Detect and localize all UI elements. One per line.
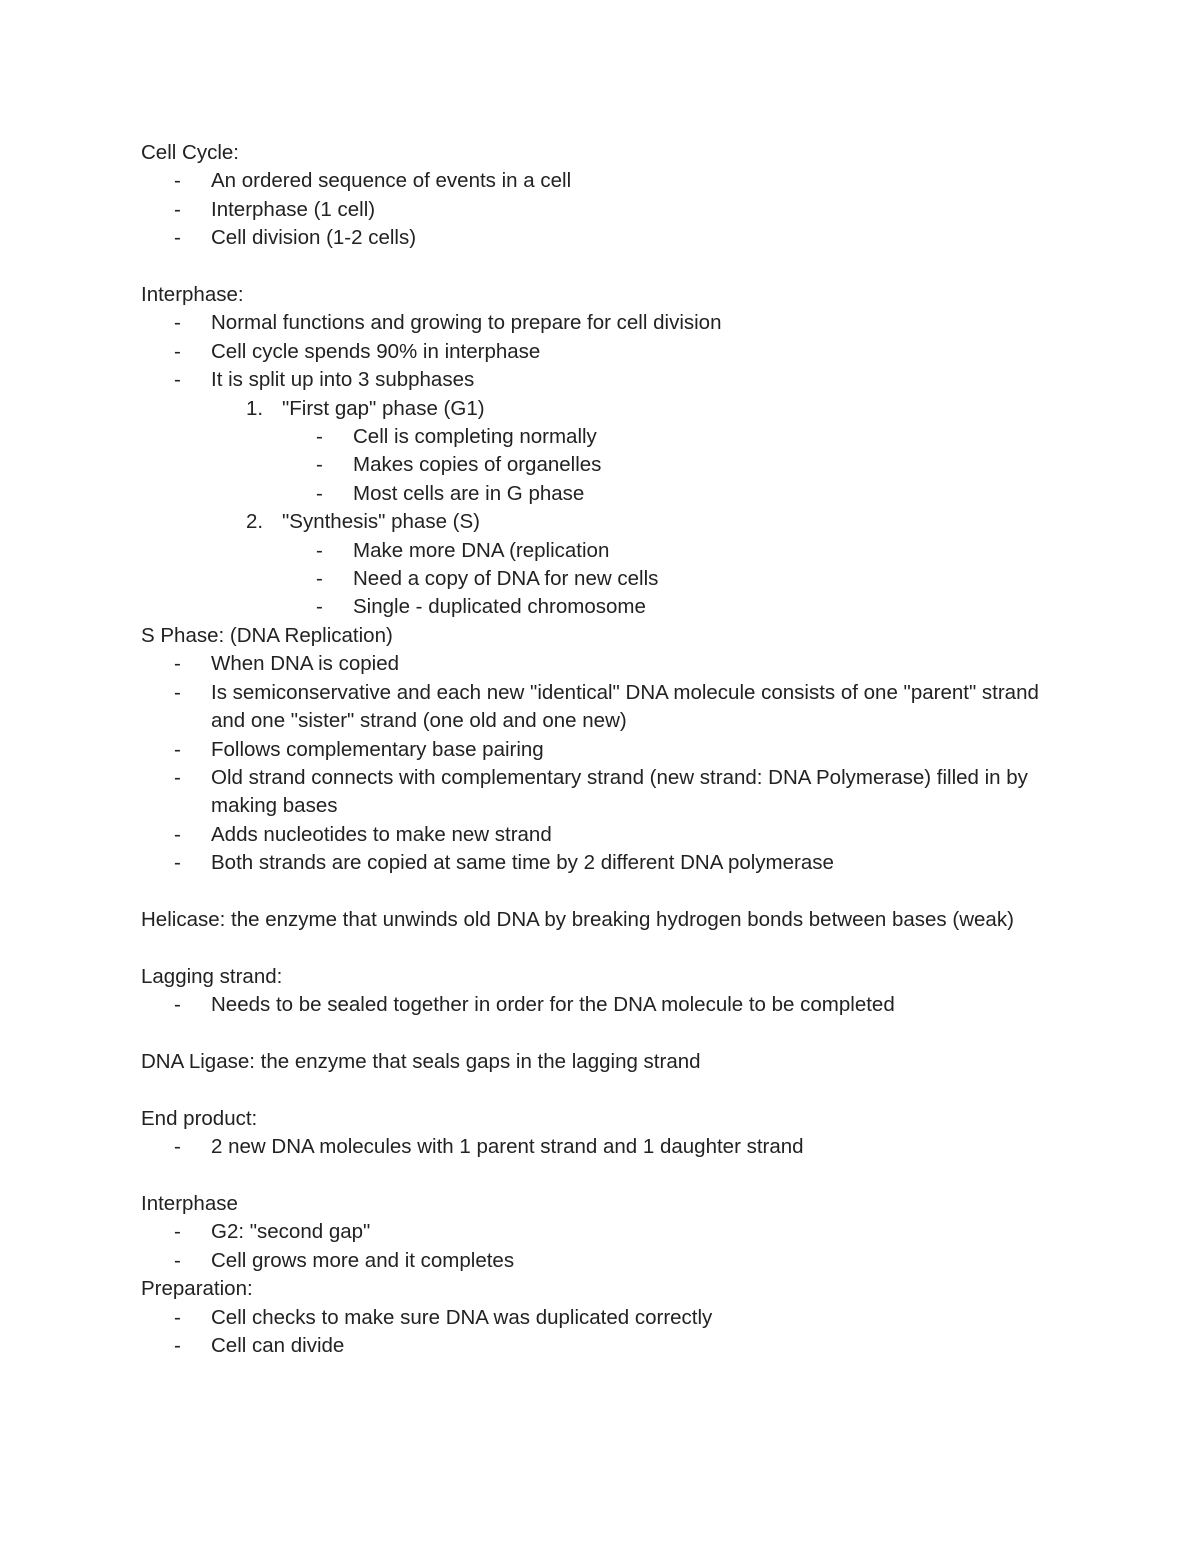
list-item-text: Cell checks to make sure DNA was duplicated correctly [211, 1305, 713, 1329]
dash-bullet: - [316, 595, 323, 619]
dash-bullet: - [174, 339, 181, 363]
section-heading: Interphase: [141, 283, 244, 307]
list-item [141, 1247, 1071, 1275]
dash-bullet: - [174, 680, 181, 704]
spacer [141, 1020, 1071, 1048]
section-s-phase [141, 622, 1071, 878]
list-item-text: G2: "second gap" [211, 1220, 371, 1244]
list-item-text: Needs to be sealed together in order for the DNA molecule to be completed [211, 993, 895, 1017]
list-item-text: When DNA is copied [211, 652, 400, 676]
dash-bullet: - [174, 737, 181, 761]
notes-body [141, 139, 1071, 1360]
list-item [141, 196, 1071, 224]
dash-bullet: - [174, 311, 181, 335]
list-item-text: Need a copy of DNA for new cells [353, 567, 659, 591]
list-item [141, 679, 1071, 736]
list-item-text: Makes copies of organelles [353, 453, 602, 477]
dash-bullet: - [174, 851, 181, 875]
dash-bullet: - [174, 1135, 181, 1159]
dash-bullet: - [174, 1220, 181, 1244]
list-item [141, 565, 1071, 593]
spacer [141, 934, 1071, 962]
list-item-text: Most cells are in G phase [353, 481, 585, 505]
dash-bullet: - [174, 1248, 181, 1272]
list-item-text: 2 new DNA molecules with 1 parent strand and 1 daughter strand [211, 1135, 804, 1159]
list-item-text: Cell cycle spends 90% in interphase [211, 339, 541, 363]
dash-bullet: - [174, 197, 181, 221]
list-item [141, 1304, 1071, 1332]
dash-bullet: - [174, 822, 181, 846]
list-item [141, 480, 1071, 508]
dash-bullet: - [174, 765, 181, 789]
subphase-s [141, 508, 1071, 536]
list-item-text: Cell is completing normally [353, 425, 597, 449]
list-item [141, 338, 1071, 366]
list-item [141, 167, 1071, 195]
list-item [141, 849, 1071, 877]
dash-bullet: - [316, 567, 323, 591]
dash-bullet: - [174, 1333, 181, 1357]
spacer [141, 253, 1071, 281]
list-item [141, 423, 1071, 451]
dash-bullet: - [174, 993, 181, 1017]
dash-bullet: - [316, 425, 323, 449]
section-heading: Interphase [141, 1191, 238, 1215]
definition-helicase: Helicase: the enzyme that unwinds old DNA by breaking hydrogen bonds between bases (weak) [141, 907, 1014, 931]
list-item-text: Both strands are copied at same time by 2 different DNA polymerase [211, 851, 834, 875]
dash-bullet: - [174, 1305, 181, 1329]
list-item [141, 764, 1071, 821]
section-heading: Lagging strand: [141, 964, 283, 988]
list-item-text: It is split up into 3 subphases [211, 368, 475, 392]
list-item [141, 1133, 1071, 1161]
dash-bullet: - [174, 368, 181, 392]
list-item-text: Single - duplicated chromosome [353, 595, 646, 619]
section-lagging-strand [141, 963, 1071, 1020]
list-item [141, 1332, 1071, 1360]
list-item-text: Make more DNA (replication [353, 538, 610, 562]
section-dna-ligase [141, 1048, 1071, 1076]
dash-bullet: - [316, 538, 323, 562]
list-item-text: Cell division (1-2 cells) [211, 226, 417, 250]
list-item [141, 821, 1071, 849]
list-item-text: Cell grows more and it completes [211, 1248, 515, 1272]
section-cell-cycle [141, 139, 1071, 253]
list-item-text: Adds nucleotides to make new strand [211, 822, 552, 846]
section-heading: End product: [141, 1106, 258, 1130]
section-helicase [141, 906, 1071, 934]
spacer [141, 1162, 1071, 1190]
list-item-text: An ordered sequence of events in a cell [211, 169, 572, 193]
list-item [141, 991, 1071, 1019]
spacer [141, 878, 1071, 906]
list-item-text: Normal functions and growing to prepare for cell division [211, 311, 722, 335]
list-item-text: Is semiconservative and each new "identical" DNA molecule consists of one "parent" strand and one "sister" strand (one old and one new) [211, 680, 1039, 733]
dash-bullet: - [316, 481, 323, 505]
section-preparation [141, 1275, 1071, 1360]
list-item [141, 736, 1071, 764]
subphase-g1 [141, 395, 1071, 423]
list-item [141, 224, 1071, 252]
list-item-text: Old strand connects with complementary strand (new strand: DNA Polymerase) filled in by making bases [211, 765, 1028, 818]
spacer [141, 1076, 1071, 1104]
list-item [141, 650, 1071, 678]
subphase-title: "First gap" phase (G1) [282, 396, 485, 420]
list-item-text: Follows complementary base pairing [211, 737, 544, 761]
list-number: 2. [246, 510, 264, 534]
list-item [141, 593, 1071, 621]
subphase-title: "Synthesis" phase (S) [282, 510, 481, 534]
list-item [141, 366, 1071, 394]
section-heading: Preparation: [141, 1277, 253, 1301]
list-item [141, 451, 1071, 479]
section-interphase [141, 281, 1071, 622]
list-item [141, 537, 1071, 565]
dash-bullet: - [174, 652, 181, 676]
list-item-text: Interphase (1 cell) [211, 197, 376, 221]
section-heading: Cell Cycle: [141, 141, 239, 164]
definition-dna-ligase: DNA Ligase: the enzyme that seals gaps in the lagging strand [141, 1049, 701, 1073]
dash-bullet: - [174, 169, 181, 193]
section-heading: S Phase: (DNA Replication) [141, 623, 393, 647]
section-interphase-g2 [141, 1190, 1071, 1275]
list-number: 1. [246, 396, 264, 420]
list-item-text: Cell can divide [211, 1333, 345, 1357]
list-item [141, 309, 1071, 337]
section-end-product [141, 1105, 1071, 1162]
dash-bullet: - [174, 226, 181, 250]
list-item [141, 1218, 1071, 1246]
dash-bullet: - [316, 453, 323, 477]
